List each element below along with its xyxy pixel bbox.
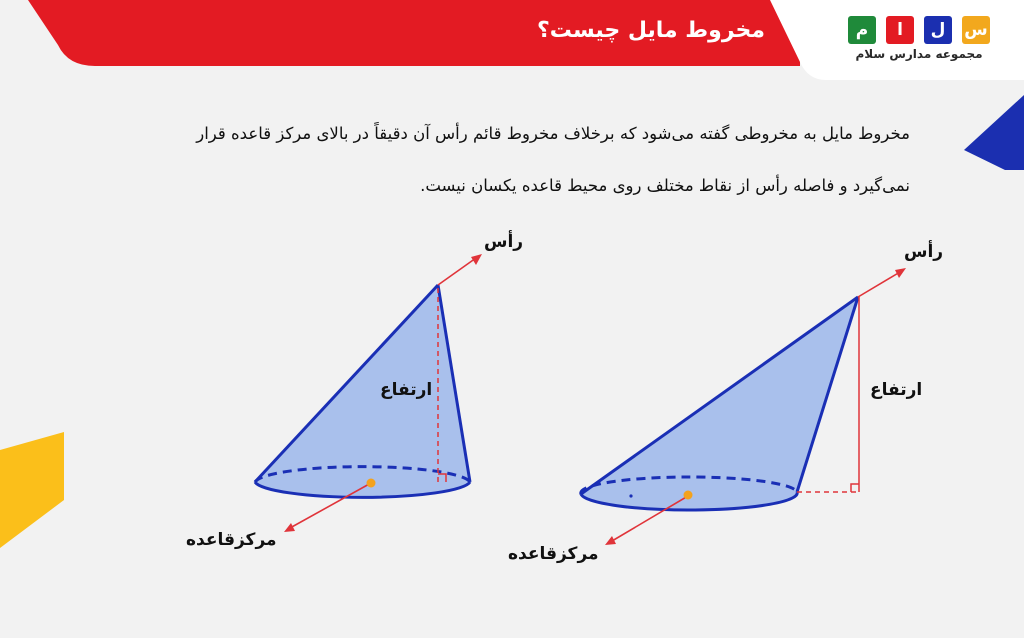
logo-tile-mim: م <box>848 16 876 44</box>
logo-tile-sin: س <box>962 16 990 44</box>
left-center-label: مرکزقاعده <box>186 530 277 550</box>
right-apex-arrow <box>858 272 900 297</box>
right-right-angle <box>851 484 859 492</box>
right-height-label: ارتفاع <box>870 380 923 400</box>
left-center-dot <box>367 479 376 488</box>
right-center-label: مرکزقاعده <box>508 544 599 564</box>
page-title: مخروط مایل چیست؟ <box>536 18 765 43</box>
left-apex-arrow <box>438 258 476 285</box>
blue-corner-triangle <box>964 95 1024 170</box>
logo <box>846 16 992 68</box>
left-center-arrow-head <box>284 523 295 532</box>
description-line-2: نمی‌گیرد و فاصله رأس از نقاط مختلف روی محیط قاعده یکسان نیست. <box>420 176 910 195</box>
logo-tile-lam: ل <box>924 16 952 44</box>
left-apex-arrow-head <box>471 254 482 265</box>
left-apex-label: رأس <box>484 232 524 252</box>
yellow-corner-triangle <box>0 432 64 548</box>
right-apex-arrow-head <box>895 268 906 278</box>
left-height-label: ارتفاع <box>380 380 433 400</box>
right-base-mark <box>629 494 632 497</box>
description-line-1: مخروط مایل به مخروطی گفته می‌شود که برخلاف مخروط قائم رأس آن دقیقاً در بالای مرکز قاعده قرار <box>196 124 910 143</box>
right-cone <box>581 268 906 545</box>
right-apex-label: رأس <box>904 242 944 262</box>
description <box>140 108 910 212</box>
left-cone <box>255 254 482 532</box>
logo-subtitle: مجموعه مدارس سلام <box>855 47 983 61</box>
logo-tile-alef: ا <box>886 16 914 44</box>
right-center-dot <box>684 491 693 500</box>
